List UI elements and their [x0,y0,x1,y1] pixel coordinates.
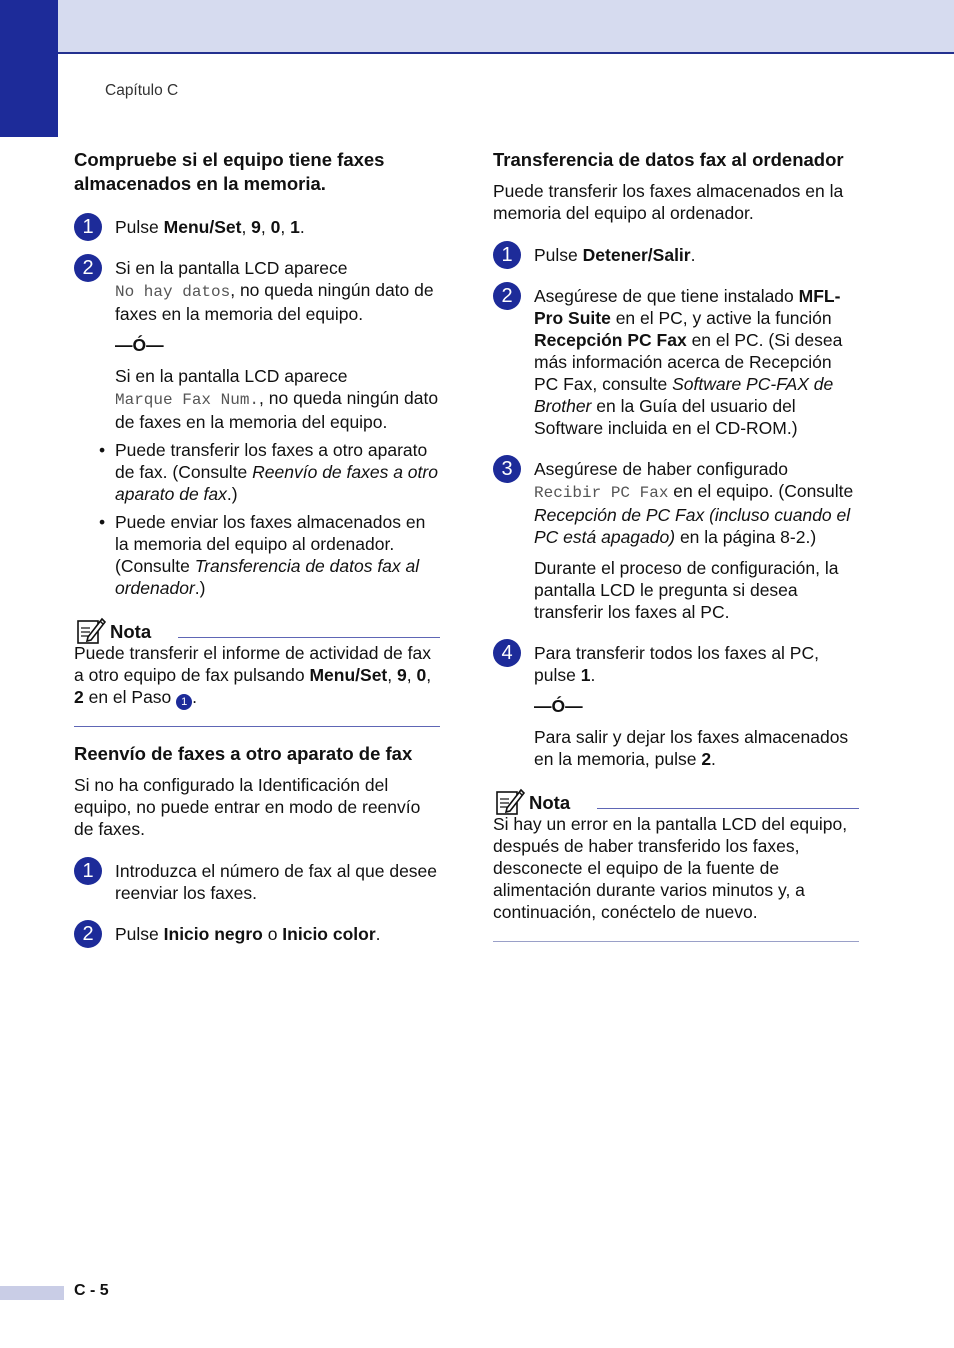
lcd-message: Recibir PC Fax [534,484,669,502]
lcd-message: Marque Fax Num. [115,391,260,409]
note-divider [597,808,859,809]
step-text: Pulse Detener/Salir. [534,245,696,265]
section-divider [74,726,440,727]
step-number: 3 [493,455,521,483]
section-intro: Si no ha configurado la Identificación del equipo, no puede entrar en modo de reenvío de faxes. [74,775,421,839]
bullet-list [99,439,440,599]
step-text: Asegúrese de que tiene instalado MFL-Pro Suite en el PC, y active la función Recepción PC Fax en el PC. (Si desea más información acerca de Recepción PC Fax, consulte Software PC-FAX de Brother en la Guía del usuario del Software incluida en el CD-ROM.) [534,286,843,438]
section-title-check-memory: Compruebe si el equipo tiene faxes almacenados en la memoria. [74,149,385,194]
step-text: Pulse Inicio negro o Inicio color. [115,924,381,944]
note-title: Nota [529,792,571,813]
step-text: Asegúrese de haber configurado Recibir PC Fax en el equipo. (Consulte Recepción de PC Fax (incluso cuando el PC está apagado) en la página 8-2.) [534,459,854,547]
step-1-check [74,213,440,238]
step-number: 1 [493,241,521,269]
step-text: Introduzca el número de fax al que desee reenviar los faxes. [115,861,438,903]
step-number: 1 [74,857,102,885]
step-text: Si en la pantalla LCD aparece No hay datos, no queda ningún dato de faxes en la memoria del equipo. [115,258,434,324]
list-item: • Puede enviar los faxes almacenados en la memoria del equipo al ordenador. (Consulte Transferencia de datos fax al ordenador.) [99,511,440,599]
step-1-transfer [493,241,859,266]
step-1-forward [74,857,440,904]
note-divider [178,637,440,638]
or-separator: —Ó— [534,696,583,716]
step-text: Durante el proceso de configuración, la pantalla LCD le pregunta si desea transferir los faxes al PC. [534,558,839,622]
section-title-forward: Reenvío de faxes a otro aparato de fax [74,743,413,764]
section-intro: Puede transferir los faxes almacenados en la memoria del equipo al ordenador. [493,181,844,223]
page-number: C - 5 [74,1282,109,1299]
step-number: 2 [493,282,521,310]
header-block [0,0,58,137]
note-pencil-icon [76,615,106,645]
step-text: Si en la pantalla LCD aparece Marque Fax Num., no queda ningún dato de faxes en la memoria del equipo. [115,366,439,432]
step-number: 2 [74,920,102,948]
note-text: Si hay un error en la pantalla LCD del equipo, después de haber transferido los faxes, desconecte el equipo de la fuente de alimentación durante varios minutos y, a continuación, conéctelo de nuevo. [493,814,848,922]
note-pencil-icon [495,786,525,816]
note-title: Nota [110,621,152,642]
step-number: 2 [74,254,102,282]
header-band [0,0,954,54]
section-divider [493,941,859,942]
chapter-label: Capítulo C [105,82,179,99]
note-text: Puede transferir el informe de actividad de fax a otro equipo de fax pulsando Menu/Set, 9, 0, 2 en el Paso 1 . [74,643,432,708]
list-item: • Puede transferir los faxes a otro aparato de fax. (Consulte Reenvío de faxes a otro aparato de fax.) [99,439,440,505]
step-text: Para transferir todos los faxes al PC, pulse 1. [534,643,819,685]
left-column [74,148,440,945]
note-header [74,615,440,645]
step-number: 4 [493,639,521,667]
step-4-transfer [493,639,859,770]
or-separator: —Ó— [115,335,164,355]
footer-bar [0,1286,64,1300]
step-number: 1 [74,213,102,241]
note-header [493,786,859,816]
step-3-transfer [493,455,859,623]
step-text: Para salir y dejar los faxes almacenados en la memoria, pulse 2. [534,727,849,769]
step-2-transfer [493,282,859,439]
right-column [493,148,859,942]
section-title-transfer-pc: Transferencia de datos fax al ordenador [493,149,844,170]
step-reference-badge: 1 [176,694,192,710]
step-2-forward [74,920,440,945]
step-text: Pulse Menu/Set, 9, 0, 1. [115,217,305,237]
lcd-message: No hay datos [115,283,231,301]
step-2-check [74,254,440,433]
